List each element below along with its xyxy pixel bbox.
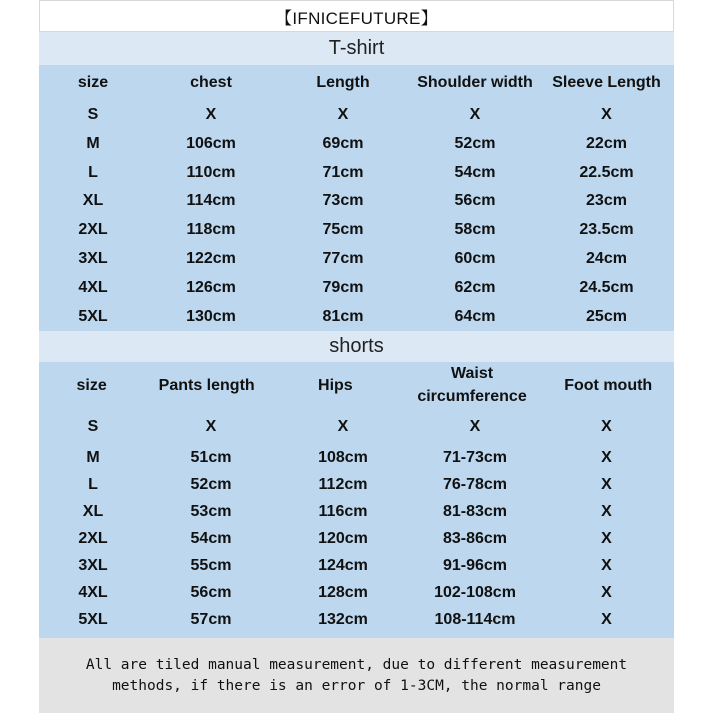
table-cell: 120cm (318, 530, 368, 547)
column-header: Waist circumference (417, 365, 527, 405)
table-cell: X (601, 106, 612, 123)
table-cell: X (337, 417, 349, 435)
table-cell: 102-108cm (434, 584, 516, 601)
table-cell: 81-83cm (442, 503, 508, 520)
table-cell: 23cm (586, 192, 627, 209)
table-cell: X (469, 417, 481, 435)
table-row (39, 606, 674, 633)
table-cell: 56cm (454, 192, 496, 209)
table-cell: X (601, 611, 612, 628)
table-cell: 71-73cm (442, 449, 508, 466)
table-cell: 22cm (586, 135, 627, 152)
table-cell: 22.5cm (579, 163, 634, 181)
size-cell: 2XL (78, 221, 108, 238)
table-cell: 79cm (322, 279, 364, 296)
table-cell: 77cm (322, 250, 364, 267)
table-cell: 24.5cm (579, 279, 634, 296)
table-cell: 106cm (186, 135, 236, 152)
table-row (39, 100, 674, 129)
table-row (39, 498, 674, 525)
table-cell: 57cm (190, 611, 232, 628)
size-cell: M (86, 449, 100, 466)
table-cell: 54cm (190, 530, 232, 547)
size-chart (39, 0, 674, 713)
header-row (39, 65, 674, 100)
column-header: Length (316, 74, 370, 91)
table-cell: X (601, 530, 612, 547)
size-cell: 5XL (78, 308, 108, 325)
size-cell: 4XL (78, 279, 108, 296)
table-cell: 71cm (322, 163, 364, 181)
table-row (39, 408, 674, 444)
measurement-note (39, 638, 674, 713)
table-row (39, 158, 674, 186)
table-cell: 55cm (190, 557, 232, 574)
column-header: Sleeve Length (552, 74, 661, 91)
column-header: chest (190, 74, 232, 91)
table-cell: 108-114cm (434, 611, 516, 628)
size-cell: XL (82, 503, 104, 520)
table-row (39, 525, 674, 552)
header-row (39, 362, 674, 408)
table-cell: 73cm (322, 192, 364, 209)
table-cell: 122cm (186, 250, 236, 267)
table-cell: 91-96cm (442, 557, 508, 574)
shorts-section-title: shorts (39, 331, 674, 362)
table-cell: X (469, 106, 481, 123)
size-cell: S (87, 417, 99, 435)
table-row (39, 244, 674, 273)
table-cell: X (601, 557, 612, 574)
table-cell: X (205, 106, 217, 123)
size-cell: 3XL (78, 250, 108, 267)
table-cell: 75cm (322, 221, 364, 238)
column-header: size (76, 376, 107, 394)
table-cell: X (601, 449, 612, 466)
size-cell: M (86, 135, 100, 152)
table-cell: 108cm (318, 449, 368, 466)
table-cell: 118cm (186, 221, 236, 238)
size-cell: XL (82, 192, 104, 209)
table-cell: 23.5cm (579, 221, 634, 238)
table-cell: 64cm (454, 308, 496, 325)
table-cell: 58cm (454, 221, 496, 238)
table-row (39, 186, 674, 215)
column-header: Shoulder width (417, 74, 533, 91)
note-line-1: All are tiled manual measurement, due to different measurement (85, 656, 628, 673)
tshirt-table (39, 65, 674, 331)
table-cell: 128cm (318, 584, 368, 601)
size-cell: L (88, 163, 98, 181)
table-cell: 132cm (318, 611, 368, 628)
shorts-table (39, 362, 674, 638)
size-cell: 5XL (78, 611, 108, 628)
column-header: Pants length (158, 376, 255, 394)
brand-title: 【IFNICEFUTURE】 (39, 0, 674, 32)
table-cell: 76-78cm (442, 476, 508, 493)
table-cell: 60cm (454, 250, 496, 267)
table-row (39, 273, 674, 302)
table-row (39, 444, 674, 471)
table-cell: 25cm (586, 308, 627, 325)
table-cell: X (601, 476, 612, 493)
table-cell: X (205, 417, 217, 435)
table-cell: 51cm (190, 449, 232, 466)
table-cell: 130cm (186, 308, 236, 325)
table-cell: X (337, 106, 349, 123)
note-line-2: methods, if there is an error of 1-3CM, the normal range (112, 677, 601, 694)
table-row (39, 552, 674, 579)
table-cell: 24cm (586, 250, 627, 267)
table-cell: 112cm (318, 476, 368, 493)
column-header: Hips (318, 376, 353, 394)
table-row (39, 215, 674, 244)
table-cell: 83-86cm (442, 530, 508, 547)
column-header: size (77, 74, 109, 91)
table-cell: 114cm (186, 192, 236, 209)
size-cell: 2XL (78, 530, 108, 547)
table-cell: 53cm (190, 503, 232, 520)
table-cell: 62cm (454, 279, 496, 296)
size-cell: 3XL (78, 557, 108, 574)
table-cell: X (601, 503, 612, 520)
table-row (39, 302, 674, 331)
table-cell: 52cm (454, 135, 496, 152)
size-cell: S (87, 106, 99, 123)
table-cell: X (601, 584, 612, 601)
table-cell: 69cm (322, 135, 364, 152)
size-cell: 4XL (78, 584, 108, 601)
tshirt-section-title: T-shirt (39, 32, 674, 65)
table-cell: 116cm (318, 503, 368, 520)
table-cell: 56cm (190, 584, 232, 601)
table-cell: 81cm (322, 308, 364, 325)
table-cell: 126cm (186, 279, 236, 296)
table-row (39, 129, 674, 158)
size-cell: L (88, 476, 98, 493)
table-row (39, 471, 674, 498)
table-cell: 124cm (318, 557, 368, 574)
table-row (39, 579, 674, 606)
table-cell: 52cm (190, 476, 232, 493)
column-header: Foot mouth (564, 376, 653, 394)
table-cell: X (601, 417, 612, 435)
table-cell: 54cm (454, 163, 496, 181)
table-cell: 110cm (186, 163, 236, 181)
